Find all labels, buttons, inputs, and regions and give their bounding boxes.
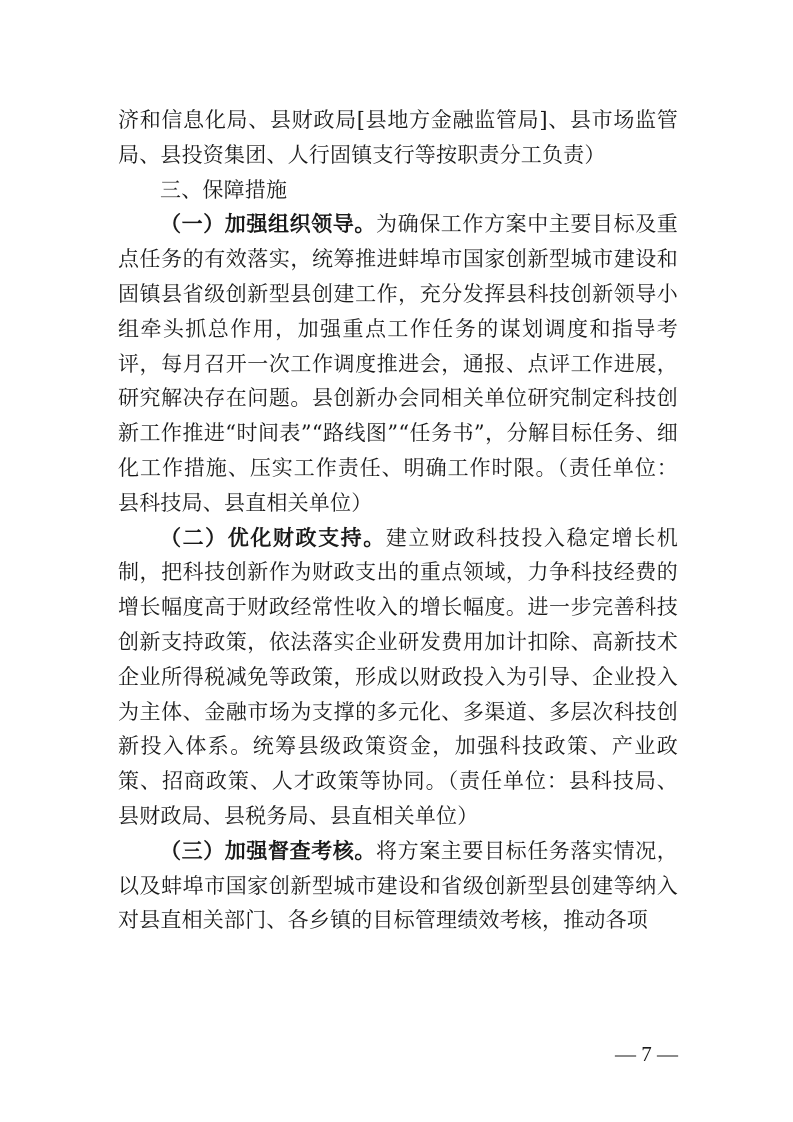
paragraph-financial-support [118, 521, 678, 834]
subsection-title-2: （二）优化财政支持。 [160, 525, 386, 550]
subsection-body-1: 为确保工作方案中主要目标及重点任务的有效落实，统筹推进蚌埠市国家创新型城市建设和固镇县省级创新型县创建工作，充分发挥县科技创新领导小组牵头抓总作用，加强重点工作任务的谋划调度和指导考评，每月召开一次工作调度推进会，通报、点评工作进展，研究解决存在问题。县创新办会同相关单位研究制定科技创新工作推进“时间表”“路线图”“任务书”，分解目标任务、细化工作措施、压实工作责任、明确工作时限。（责任单位：县科技局、县直相关单位） [118, 212, 678, 515]
subsection-title-1: （一）加强组织领导。 [160, 212, 376, 237]
page-number: — 7 — [615, 1042, 678, 1066]
paragraph-organization-leadership [118, 207, 678, 520]
paragraph-continued: 济和信息化局、县财政局[县地方金融监管局]、县市场监管局、县投资集团、人行固镇支行等按职责分工负责） [118, 108, 678, 167]
section-heading: 三、保障措施 [160, 177, 288, 202]
subsection-body-2: 建立财政科技投入稳定增长机制，把科技创新作为财政支出的重点领域，力争科技经费的增长幅度高于财政经常性收入的增长幅度。进一步完善科技创新支持政策，依法落实企业研发费用加计扣除、高新技术企业所得税减免等政策，形成以财政投入为引导、企业投入为主体、金融市场为支撑的多元化、多渠道、多层次科技创新投入体系。统筹县级政策资金，加强科技政策、产业政策、招商政策、人才政策等协同。（责任单位：县科技局、县财政局、县税务局、县直相关单位） [118, 525, 679, 828]
subsection-title-3: （三）加强督查考核。 [160, 838, 376, 863]
subsection-body-3: 将方案主要目标任务落实情况，以及蚌埠市国家创新型城市建设和省级创新型县创建等纳入对县直相关部门、各乡镇的目标管理绩效考核，推动各项 [118, 838, 678, 933]
paragraph-supervision-assessment [118, 834, 678, 938]
document-page [118, 103, 678, 938]
